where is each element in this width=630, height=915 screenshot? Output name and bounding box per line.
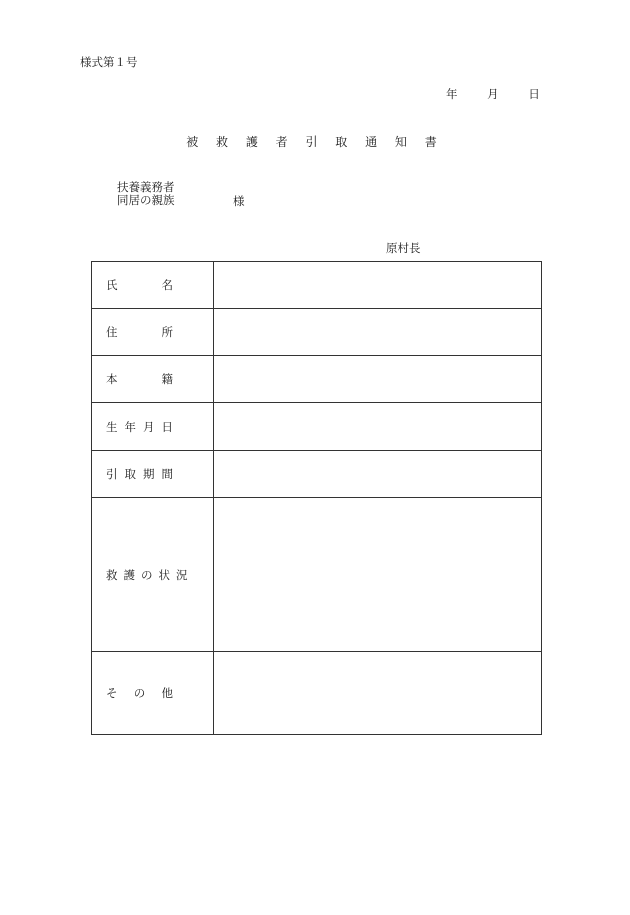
name-field[interactable] [214, 262, 542, 309]
row-label [92, 309, 214, 356]
label-char: の [133, 686, 146, 700]
label-char: 取 [124, 467, 136, 481]
row-name [92, 262, 542, 309]
form-number: 様式第１号 [80, 55, 138, 69]
row-protection-status [92, 498, 542, 652]
pickup-period-field[interactable] [214, 451, 542, 498]
protection-status-field[interactable] [214, 498, 542, 652]
date-day-label: 日 [528, 87, 540, 101]
label-char: 他 [161, 686, 173, 700]
recipient-honorific: 様 [233, 194, 245, 208]
label-char: 籍 [161, 372, 173, 386]
row-label [92, 356, 214, 403]
label-char: 期 [143, 467, 155, 481]
label-char: 引 [106, 467, 118, 481]
label-char: 護 [123, 567, 135, 582]
label-char: 本 [106, 372, 118, 386]
row-label [92, 262, 214, 309]
label-char: 年 [124, 419, 136, 434]
label-char: 生 [106, 419, 118, 434]
row-label [92, 451, 214, 498]
row-domicile [92, 356, 542, 403]
row-label [92, 403, 214, 451]
recipient-line-2: 同居の親族 [117, 193, 175, 207]
recipient-line-1: 扶養義務者 [117, 180, 175, 194]
label-char: 況 [176, 567, 188, 582]
label-char: 住 [106, 325, 118, 339]
label-char: 間 [161, 467, 173, 481]
date-year-label: 年 [446, 87, 458, 101]
label-char: 名 [161, 278, 173, 292]
other-field[interactable] [214, 652, 542, 735]
label-char: の [141, 567, 153, 582]
domicile-field[interactable] [214, 356, 542, 403]
label-char: 日 [161, 419, 173, 434]
label-char: 月 [143, 419, 155, 434]
label-char: 救 [106, 567, 118, 582]
recipient-block [117, 181, 175, 207]
sender-name: 原村長 [386, 241, 421, 255]
address-field[interactable] [214, 309, 542, 356]
label-char: 所 [161, 325, 173, 339]
row-address [92, 309, 542, 356]
info-table [91, 261, 542, 735]
row-label [92, 498, 214, 652]
label-char: 状 [158, 567, 170, 582]
row-label [92, 652, 214, 735]
document-title: 被 救 護 者 引 取 通 知 書 [186, 135, 444, 149]
row-birthdate [92, 403, 542, 451]
date-month-label: 月 [487, 87, 499, 101]
row-other [92, 652, 542, 735]
label-char: 氏 [106, 278, 118, 292]
label-char: そ [106, 686, 118, 700]
date-line [446, 86, 540, 102]
row-pickup-period [92, 451, 542, 498]
birthdate-field[interactable] [214, 403, 542, 451]
